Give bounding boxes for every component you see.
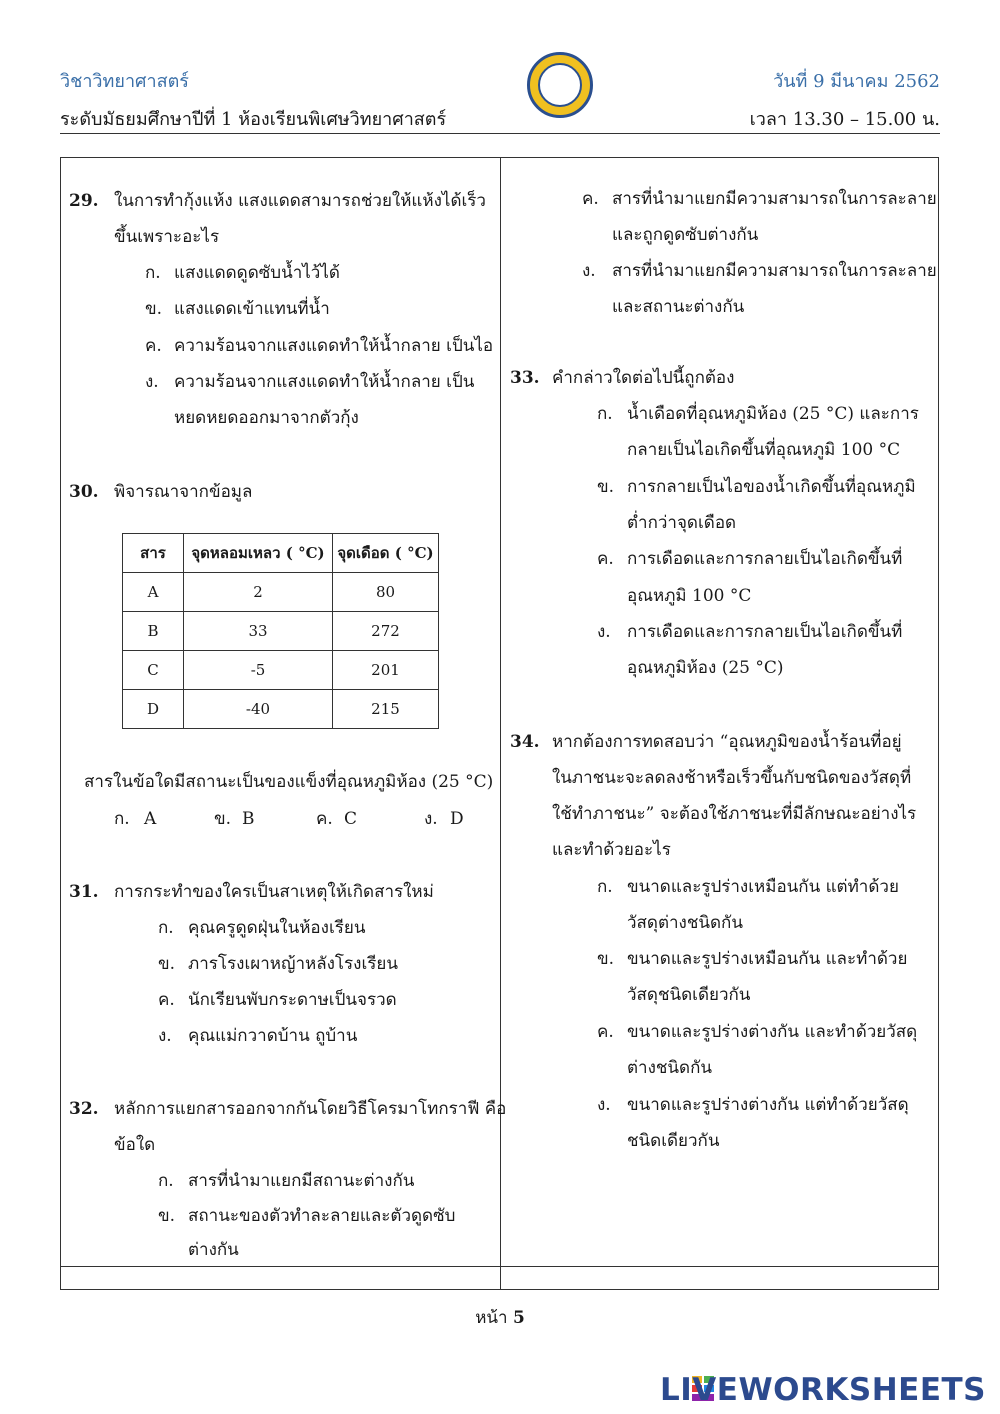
table-cell: -40 [184, 690, 333, 729]
option-text[interactable]: ความร้อนจากแสงแดดทำให้น้ำกลาย เป็นไอ [174, 336, 494, 356]
option-text-cont[interactable]: ชนิดเดียวกัน [627, 1131, 720, 1151]
option-label[interactable]: ข. [158, 1206, 176, 1226]
question-text: หากต้องการทดสอบว่า “อุณหภูมิของน้ำร้อนที่อยู่ [552, 732, 902, 752]
table-cell: 215 [333, 690, 439, 729]
option-text[interactable]: ขนาดและรูปร่างเหมือนกัน แต่ทำด้วย [627, 877, 899, 897]
question-text: ขึ้นเพราะอะไร [114, 227, 220, 247]
option-text-cont[interactable]: อุณหภูมิ 100 °C [627, 586, 752, 606]
table-cell: D [123, 690, 184, 729]
option-label[interactable]: ข. [597, 477, 615, 497]
data-table [122, 533, 439, 729]
option-text[interactable]: C [344, 809, 358, 829]
option-text[interactable]: สารที่นำมาแยกมีสถานะต่างกัน [188, 1171, 415, 1191]
table-header: จุดหลอมเหลว ( °C) [184, 534, 333, 573]
option-label[interactable]: ง. [158, 1026, 172, 1046]
exam-time: เวลา 13.30 – 15.00 น. [749, 109, 940, 130]
question-text: ข้อใด [114, 1135, 156, 1155]
option-label[interactable]: ง. [597, 1095, 611, 1115]
option-label[interactable]: ค. [582, 189, 599, 209]
table-cell: 80 [333, 573, 439, 612]
table-cell: A [123, 573, 184, 612]
question-text: ในภาชนะจะลดลงช้าหรือเร็วขึ้นกับชนิดของวัสดุที่ [552, 768, 912, 788]
option-text[interactable]: คุณแม่กวาดบ้าน ถูบ้าน [188, 1026, 358, 1046]
question-text: ในการทำกุ้งแห้ง แสงแดดสามารถช่วยให้แห้งได้เร็ว [114, 191, 486, 211]
option-text[interactable]: ความร้อนจากแสงแดดทำให้น้ำกลาย เป็น [174, 372, 475, 392]
option-label[interactable]: ก. [114, 809, 130, 829]
question-text: พิจารณาจากข้อมูล [114, 482, 253, 502]
option-text[interactable]: คุณครูดูดฝุ่นในห้องเรียน [188, 918, 366, 938]
page-value: 5 [512, 1308, 525, 1328]
option-label[interactable]: ง. [424, 809, 438, 829]
option-label[interactable]: ก. [145, 263, 161, 283]
option-label[interactable]: ก. [158, 1171, 174, 1191]
option-label[interactable]: ข. [145, 299, 163, 319]
option-label[interactable]: ข. [158, 954, 176, 974]
table-cell: 2 [184, 573, 333, 612]
question-number: 31. [69, 882, 99, 902]
table-row [123, 573, 439, 612]
table-cell: -5 [184, 651, 333, 690]
question-number: 33. [510, 368, 540, 388]
option-text[interactable]: การเดือดและการกลายเป็นไอเกิดขึ้นที่ [627, 549, 903, 569]
option-label[interactable]: ค. [597, 1022, 614, 1042]
option-text[interactable]: ภารโรงเผาหญ้าหลังโรงเรียน [188, 954, 399, 974]
option-label[interactable]: ข. [597, 949, 615, 969]
option-label[interactable]: ก. [597, 877, 613, 897]
option-text[interactable]: D [450, 809, 464, 829]
question-number: 34. [510, 732, 540, 752]
option-text-cont[interactable]: ต่างกัน [188, 1240, 239, 1260]
question-text: หลักการแยกสารออกจากกันโดยวิธีโครมาโทกราฟี คือ [114, 1099, 507, 1119]
option-label[interactable]: ง. [145, 372, 159, 392]
option-text[interactable]: สารที่นำมาแยกมีความสามารถในการละลาย [612, 189, 937, 209]
table-cell: 272 [333, 612, 439, 651]
option-label[interactable]: ค. [597, 549, 614, 569]
table-row [123, 612, 439, 651]
question-text: คำกล่าวใดต่อไปนี้ถูกต้อง [552, 368, 735, 388]
exam-date: วันที่ 9 มีนาคม 2562 [773, 71, 940, 92]
subject-title: วิชาวิทยาศาสตร์ [60, 71, 189, 92]
table-header: จุดเดือด ( °C) [333, 534, 439, 573]
option-text-cont[interactable]: วัสดุชนิดเดียวกัน [627, 985, 751, 1005]
question-text: และทำด้วยอะไร [552, 840, 671, 860]
page-label: หน้า [475, 1308, 508, 1328]
option-text-cont[interactable]: หยดหยดออกมาจากตัวกุ้ง [174, 408, 359, 428]
option-text-cont[interactable]: ต่ำกว่าจุดเดือด [627, 513, 737, 533]
table-row [123, 690, 439, 729]
option-text-cont[interactable]: และสถานะต่างกัน [612, 297, 745, 317]
option-label[interactable]: ง. [597, 622, 611, 642]
class-level: ระดับมัธยมศึกษาปีที่ 1 ห้องเรียนพิเศษวิทยาศาสตร์ [60, 109, 447, 130]
option-label[interactable]: ค. [145, 336, 162, 356]
table-row [123, 651, 439, 690]
table-cell: B [123, 612, 184, 651]
option-text-cont[interactable]: วัสดุต่างชนิดกัน [627, 913, 743, 933]
question-text: การกระทำของใครเป็นสาเหตุให้เกิดสารใหม่ [114, 882, 434, 902]
table-cell: C [123, 651, 184, 690]
question-number: 29. [69, 191, 99, 211]
header-divider [60, 133, 940, 134]
option-text[interactable]: สารที่นำมาแยกมีความสามารถในการละลาย [612, 261, 937, 281]
option-text[interactable]: นักเรียนพับกระดาษเป็นจรวด [188, 990, 397, 1010]
option-label[interactable]: ง. [582, 261, 596, 281]
option-text[interactable]: การกลายเป็นไอของน้ำเกิดขึ้นที่อุณหภูมิ [627, 477, 916, 497]
option-text[interactable]: B [242, 809, 255, 829]
option-text[interactable]: น้ำเดือดที่อุณหภูมิห้อง (25 °C) และการ [627, 404, 919, 424]
question-text: ใช้ทำภาชนะ” จะต้องใช้ภาชนะที่มีลักษณะอย่างไร [552, 804, 917, 824]
option-text-cont[interactable]: ต่างชนิดกัน [627, 1058, 712, 1078]
option-text[interactable]: ขนาดและรูปร่างเหมือนกัน และทำด้วย [627, 949, 908, 969]
option-text-cont[interactable]: กลายเป็นไอเกิดขึ้นที่อุณหภูมิ 100 °C [627, 440, 901, 460]
option-text[interactable]: แสงแดดดูดซับน้ำไว้ได้ [174, 263, 340, 283]
table-cell: 201 [333, 651, 439, 690]
option-label[interactable]: ค. [316, 809, 333, 829]
option-label[interactable]: ก. [597, 404, 613, 424]
brand-wordmark[interactable]: LIVEWORKSHEETS [660, 1372, 986, 1408]
option-text[interactable]: ขนาดและรูปร่างต่างกัน แต่ทำด้วยวัสดุ [627, 1095, 909, 1115]
option-text[interactable]: การเดือดและการกลายเป็นไอเกิดขึ้นที่ [627, 622, 903, 642]
option-text[interactable]: แสงแดดเข้าแทนที่น้ำ [174, 299, 330, 319]
option-label[interactable]: ก. [158, 918, 174, 938]
option-text[interactable]: A [144, 809, 157, 829]
option-label[interactable]: ค. [158, 990, 175, 1010]
school-logo-icon [527, 52, 593, 118]
option-label[interactable]: ข. [214, 809, 232, 829]
option-text[interactable]: ขนาดและรูปร่างต่างกัน และทำด้วยวัสดุ [627, 1022, 918, 1042]
question-number: 32. [69, 1099, 99, 1119]
table-cell: 33 [184, 612, 333, 651]
page-number [0, 1304, 1000, 1331]
table-header: สาร [123, 534, 184, 573]
question-prompt: สารในข้อใดมีสถานะเป็นของแข็งที่อุณหภูมิห้อง (25 °C) [84, 772, 494, 792]
option-text-cont[interactable]: และถูกดูดซับต่างกัน [612, 225, 759, 245]
option-text-cont[interactable]: อุณหภูมิห้อง (25 °C) [627, 658, 784, 678]
question-number: 30. [69, 482, 99, 502]
option-text[interactable]: สถานะของตัวทำละลายและตัวดูดซับ [188, 1206, 456, 1226]
